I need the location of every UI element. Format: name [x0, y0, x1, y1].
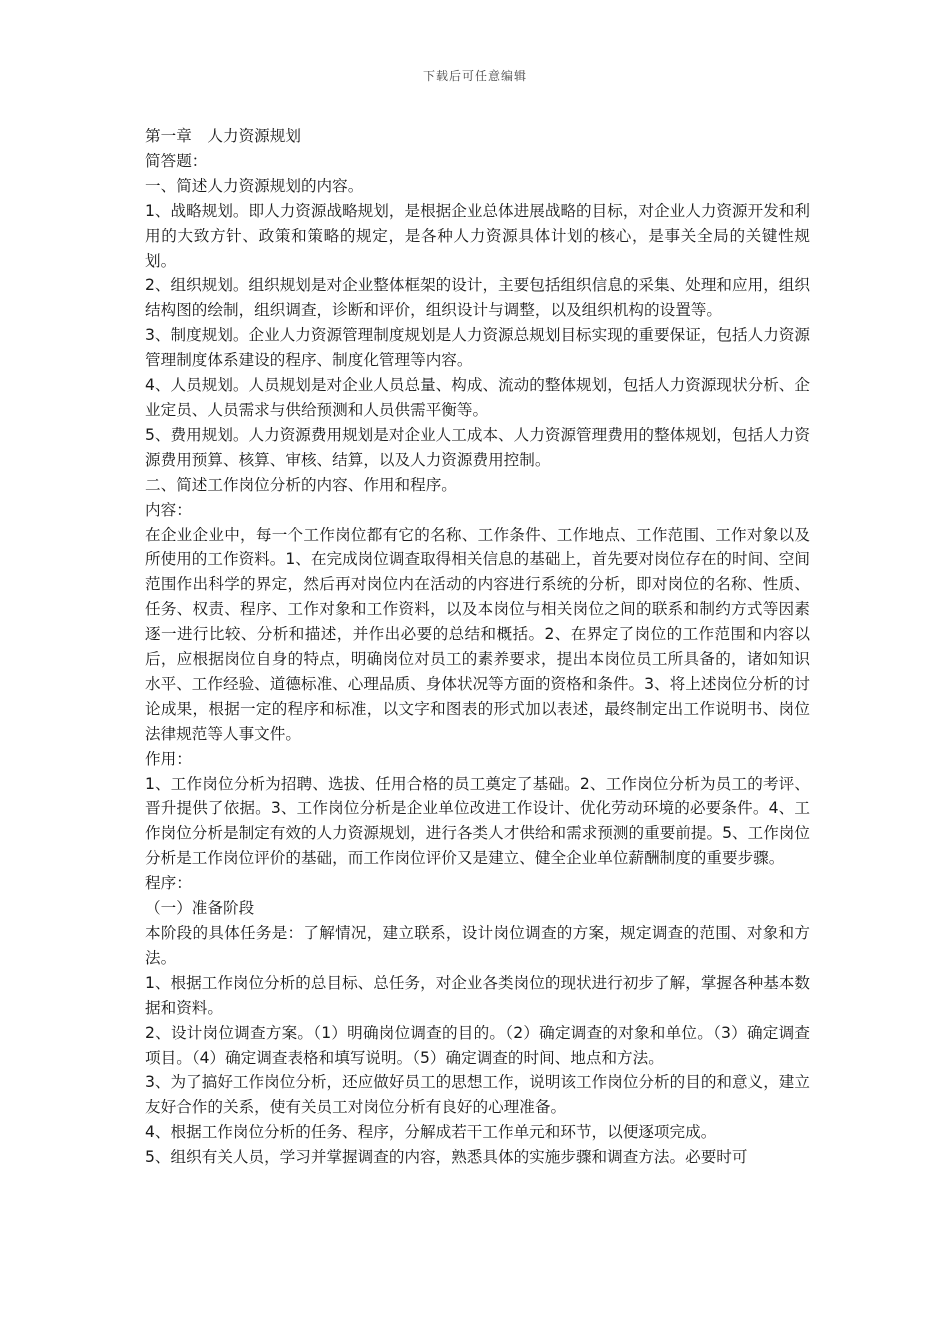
paragraph: 2、组织规划。组织规划是对企业整体框架的设计，主要包括组织信息的采集、处理和应用，组织结构图的绘制，组织调查，诊断和评价，组织设计与调整，以及组织机构的设置等。: [145, 276, 810, 320]
section-label: 程序：: [145, 874, 192, 893]
paragraph: 2、设计岗位调查方案。（1）明确岗位调查的目的。（2）确定调查的对象和单位。（3）确定调查项目。（4）确定调查表格和填写说明。（5）确定调查的时间、地点和方法。: [145, 1023, 810, 1067]
paragraph: 4、根据工作岗位分析的任务、程序，分解成若干工作单元和环节，以便逐项完成。: [145, 1123, 717, 1142]
paragraph: 3、为了搞好工作岗位分析，还应做好员工的思想工作，说明该工作岗位分析的目的和意义，建立友好合作的关系，使有关员工对岗位分析有良好的心理准备。: [145, 1073, 810, 1117]
page-header-note: 下载后可任意编辑: [422, 69, 527, 83]
paragraph: 1、根据工作岗位分析的总目标、总任务，对企业各类岗位的现状进行初步了解，掌握各种基本数据和资料。: [145, 973, 810, 1017]
document-body: [145, 124, 810, 1170]
paragraph: 在企业企业中，每一个工作岗位都有它的名称、工作条件、工作地点、工作范围、工作对象以及所使用的工作资料。1、在完成岗位调查取得相关信息的基础上，首先要对岗位存在的时间、空间范围作出科学的界定，然后再对岗位内在活动的内容进行系统的分析，即对岗位的名称、性质、任务、权责、程序、工作对象和工作资料，以及本岗位与相关岗位之间的联系和制约方式等因素逐一进行比较、分析和描述，并作出必要的总结和概括。2、在界定了岗位的工作范围和内容以后，应根据岗位自身的特点，明确岗位对员工的素养要求，提出本岗位员工所具备的，诸如知识水平、工作经验、道德标准、心理品质、身体状况等方面的资格和条件。3、将上述岗位分析的讨论成果，根据一定的程序和标准，以文字和图表的形式加以表述，最终制定出工作说明书、岗位法律规范等人事文件。: [145, 525, 810, 743]
section-label: 作用：: [145, 749, 192, 768]
paragraph: 4、人员规划。人员规划是对企业人员总量、构成、流动的整体规划，包括人力资源现状分析、企业定员、人员需求与供给预测和人员供需平衡等。: [145, 376, 810, 419]
question-heading: 一、简述人力资源规划的内容。: [145, 176, 364, 195]
paragraph: 1、战略规划。即人力资源战略规划，是根据企业总体进展战略的目标，对企业人力资源开发和利用的大致方针、政策和策略的规定，是各种人力资源具体计划的核心，是事关全局的关键性规划。: [145, 201, 810, 270]
section-label: 内容：: [145, 500, 192, 519]
paragraph: 本阶段的具体任务是：了解情况，建立联系，设计岗位调查的方案，规定调查的范围、对象和方法。: [145, 924, 810, 967]
paragraph: 5、费用规划。人力资源费用规划是对企业人工成本、人力资源管理费用的整体规划，包括人力资源费用预算、核算、审核、结算，以及人力资源费用控制。: [145, 425, 810, 469]
subsection-heading: （一）准备阶段: [145, 899, 255, 918]
chapter-title: 第一章 人力资源规划: [145, 127, 301, 145]
paragraph: 3、制度规划。企业人力资源管理制度规划是人力资源总规划目标实现的重要保证，包括人力资源管理制度体系建设的程序、制度化管理等内容。: [145, 326, 810, 370]
question-heading: 二、简述工作岗位分析的内容、作用和程序。: [145, 475, 457, 494]
paragraph: 1、工作岗位分析为招聘、选拔、任用合格的员工奠定了基础。2、工作岗位分析为员工的考评、晋升提供了依据。3、工作岗位分析是企业单位改进工作设计、优化劳动环境的必要条件。4、工作岗位分析是制定有效的人力资源规划，进行各类人才供给和需求预测的重要前提。5、工作岗位分析是工作岗位评价的基础，而工作岗位评价又是建立、健全企业单位薪酬制度的重要步骤。: [145, 774, 810, 868]
section-label: 简答题：: [145, 151, 208, 170]
paragraph: 5、组织有关人员，学习并掌握调查的内容，熟悉具体的实施步骤和调查方法。必要时可: [145, 1148, 748, 1167]
